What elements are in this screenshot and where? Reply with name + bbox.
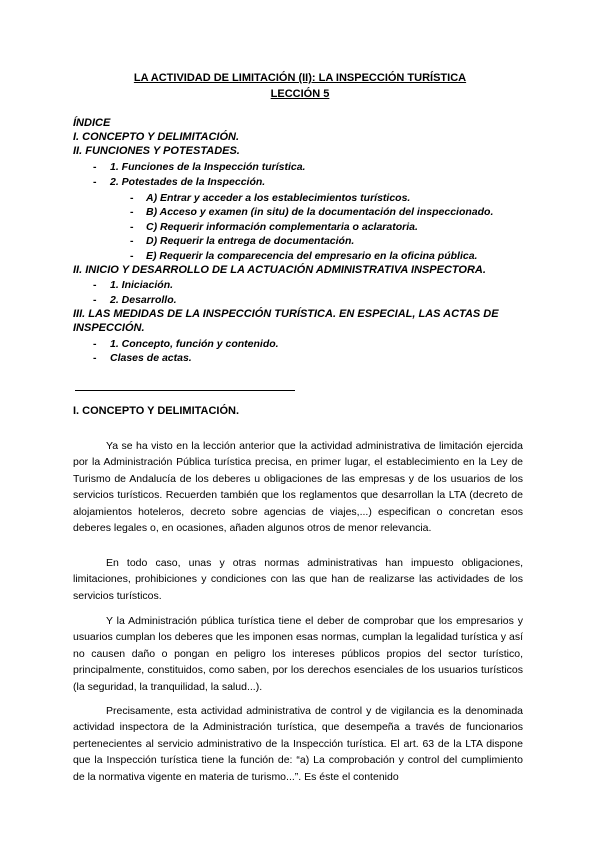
paragraph-3-text: Y la Administración pública turística tiene el deber de comprobar que los empresarios y usuarios cumplan los deberes que les imponen esas normas, cumplan la legalidad turística y así no causen daño o pongan en peligro los intereses públicos propios del sector turístico, principalmente, constituidos, como saben, por los derechos esenciales de los usuarios turísticos (la seguridad, la tranquilidad, la salud...).	[73, 615, 523, 693]
index-bullet: -	[93, 176, 97, 188]
index-item-2: II. FUNCIONES Y POTESTADES.	[73, 145, 240, 157]
index-item-2-2-d: D) Requerir la entrega de documentación.	[146, 235, 355, 247]
index-item-2-2: 2. Potestades de la Inspección.	[110, 176, 266, 188]
index-item-4-line1: III. LAS MEDIDAS DE LA INSPECCIÓN TURÍSTICA. EN ESPECIAL, LAS ACTAS DE	[73, 308, 499, 320]
index-item-2-2-e: E) Requerir la comparecencia del empresario en la oficina pública.	[146, 250, 478, 262]
index-item-4-line2: INSPECCIÓN.	[73, 322, 145, 334]
index-bullet: -	[93, 294, 97, 306]
index-item-2-1: 1. Funciones de la Inspección turística.	[110, 161, 306, 173]
index-bullet: -	[130, 250, 134, 262]
index-bullet: -	[130, 221, 134, 233]
index-bullet: -	[93, 279, 97, 291]
index-item-1: I. CONCEPTO Y DELIMITACIÓN.	[73, 131, 240, 143]
index-item-2-2-a: A) Entrar y acceder a los establecimientos turísticos.	[146, 192, 411, 204]
index-item-4-1: 1. Concepto, función y contenido.	[110, 338, 279, 350]
index-bullet: -	[93, 338, 97, 350]
paragraph-1-text: Ya se ha visto en la lección anterior que la actividad administrativa de limitación ejercida por la Administración Pública turística precisa, en primer lugar, el establecimiento en la Ley de Turismo de Andalucía de los deberes u obligaciones de las empresas y de los usuarios de los servicios turísticos. Recuerden también que los reglamentos que desarrollan la LTA (decreto de alojamientos hoteleros, decreto sobre agencias de viajes,...) especifican o concretan esos deberes legales o, en ocasiones, añaden algunos otros de menor relevancia.	[73, 440, 523, 535]
index-bullet: -	[130, 192, 134, 204]
index-item-2-2-b: B) Acceso y examen (in situ) de la documentación del inspeccionado.	[146, 206, 494, 218]
paragraph-3	[73, 613, 523, 695]
document-title: LA ACTIVIDAD DE LIMITACIÓN (II): LA INSPECCIÓN TURÍSTICA	[133, 72, 467, 84]
index-item-3-1: 1. Iniciación.	[110, 279, 174, 291]
index-item-3-2: 2. Desarrollo.	[110, 294, 177, 306]
index-item-4-2: Clases de actas.	[110, 352, 192, 364]
section-title: I. CONCEPTO Y DELIMITACIÓN.	[73, 405, 240, 417]
paragraph-1	[73, 438, 523, 536]
paragraph-4	[73, 703, 523, 785]
paragraph-2-text: En todo caso, unas y otras normas administrativas han impuesto obligaciones, limitaciones, prohibiciones y condiciones con las que han de realizarse las actividades de los servicios turísticos.	[73, 557, 523, 602]
index-bullet: -	[93, 161, 97, 173]
index-bullet: -	[93, 352, 97, 364]
index-bullet: -	[130, 235, 134, 247]
paragraph-2	[73, 555, 523, 604]
paragraph-4-text: Precisamente, esta actividad administrativa de control y de vigilancia es la denominada actividad inspectora de la Administración turística, que desempeña a través de funcionarios pertenecientes al servicio administrativo de la Inspección turística. El art. 63 de la LTA dispone que la Inspección turística tiene la función de: “a) La comprobación y control del cumplimiento de la normativa vigente en materia de turismo...”. Es éste el contenido	[73, 705, 523, 783]
index-heading: ÍNDICE	[73, 117, 111, 129]
index-item-3: II. INICIO Y DESARROLLO DE LA ACTUACIÓN ADMINISTRATIVA INSPECTORA.	[73, 264, 486, 276]
separator-line	[75, 390, 295, 391]
index-item-2-2-c: C) Requerir información complementaria o aclaratoria.	[146, 221, 418, 233]
index-bullet: -	[130, 206, 134, 218]
lesson-label: LECCIÓN 5	[270, 88, 330, 100]
